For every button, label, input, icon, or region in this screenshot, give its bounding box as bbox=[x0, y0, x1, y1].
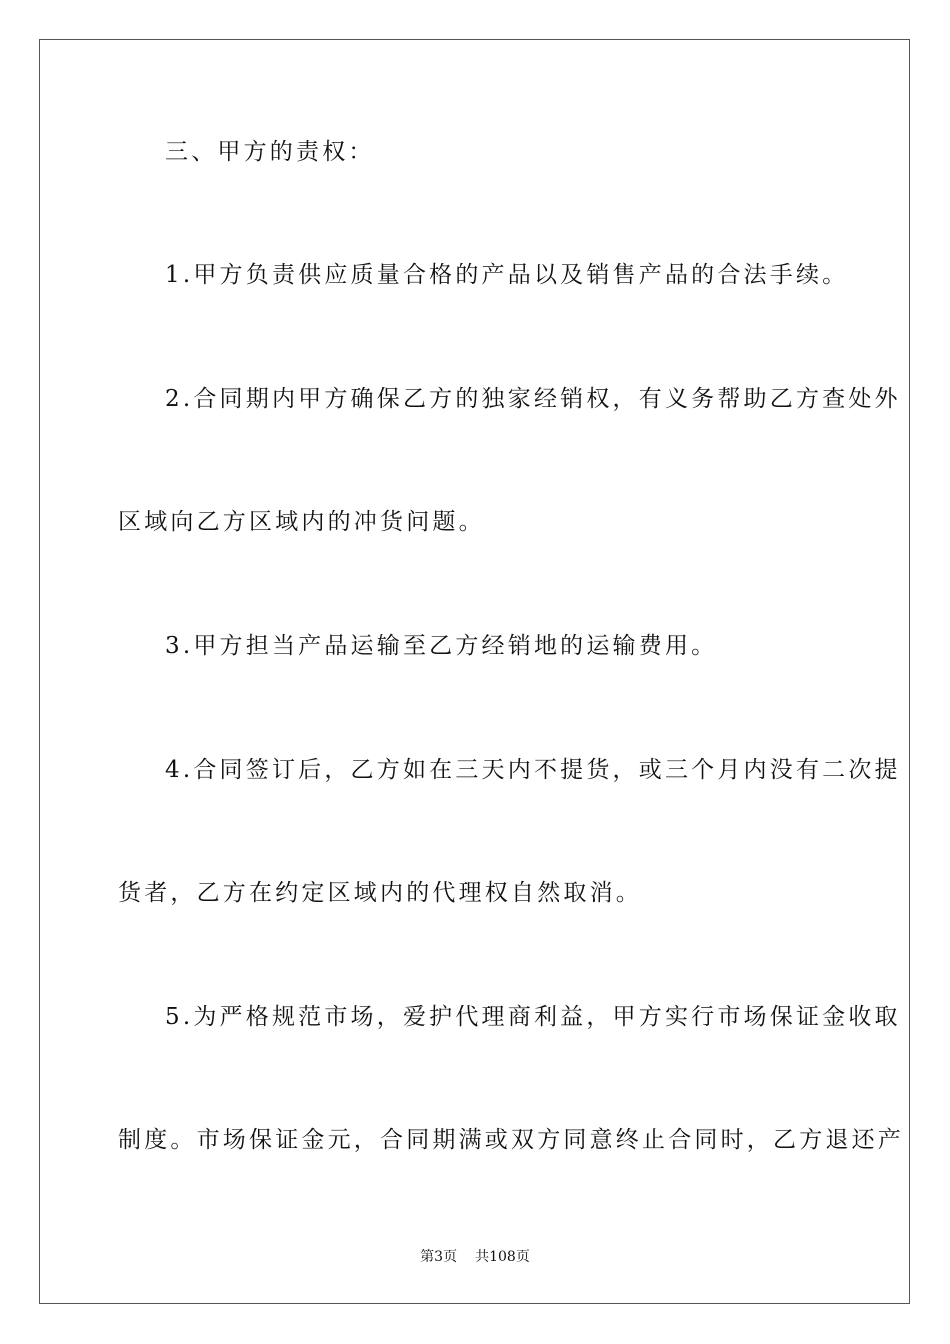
paragraph-line: 货者，乙方在约定区域内的代理权自然取消。 bbox=[118, 880, 642, 906]
paragraph-line: 区域向乙方区域内的冲货问题。 bbox=[118, 509, 485, 535]
section-heading: 三、甲方的责权： bbox=[165, 139, 375, 165]
paragraph-line: 制度。市场保证金元，合同期满或双方同意终止合同时，乙方退还产 bbox=[118, 1127, 904, 1153]
paragraph-line: 1.甲方负责供应质量合格的产品以及销售产品的合法手续。 bbox=[165, 262, 849, 288]
page-frame bbox=[39, 39, 910, 1304]
page-footer bbox=[0, 1247, 950, 1267]
paragraph-line: 3.甲方担当产品运输至乙方经销地的运输费用。 bbox=[165, 633, 718, 659]
page-total: 共108页 bbox=[475, 1249, 530, 1265]
page-number: 第3页 bbox=[420, 1249, 458, 1265]
paragraph-line: 2.合同期内甲方确保乙方的独家经销权，有义务帮助乙方查处外 bbox=[165, 386, 901, 412]
paragraph-line: 5.为严格规范市场，爱护代理商利益，甲方实行市场保证金收取 bbox=[165, 1004, 901, 1030]
paragraph-line: 4.合同签订后，乙方如在三天内不提货，或三个月内没有二次提 bbox=[165, 757, 901, 783]
